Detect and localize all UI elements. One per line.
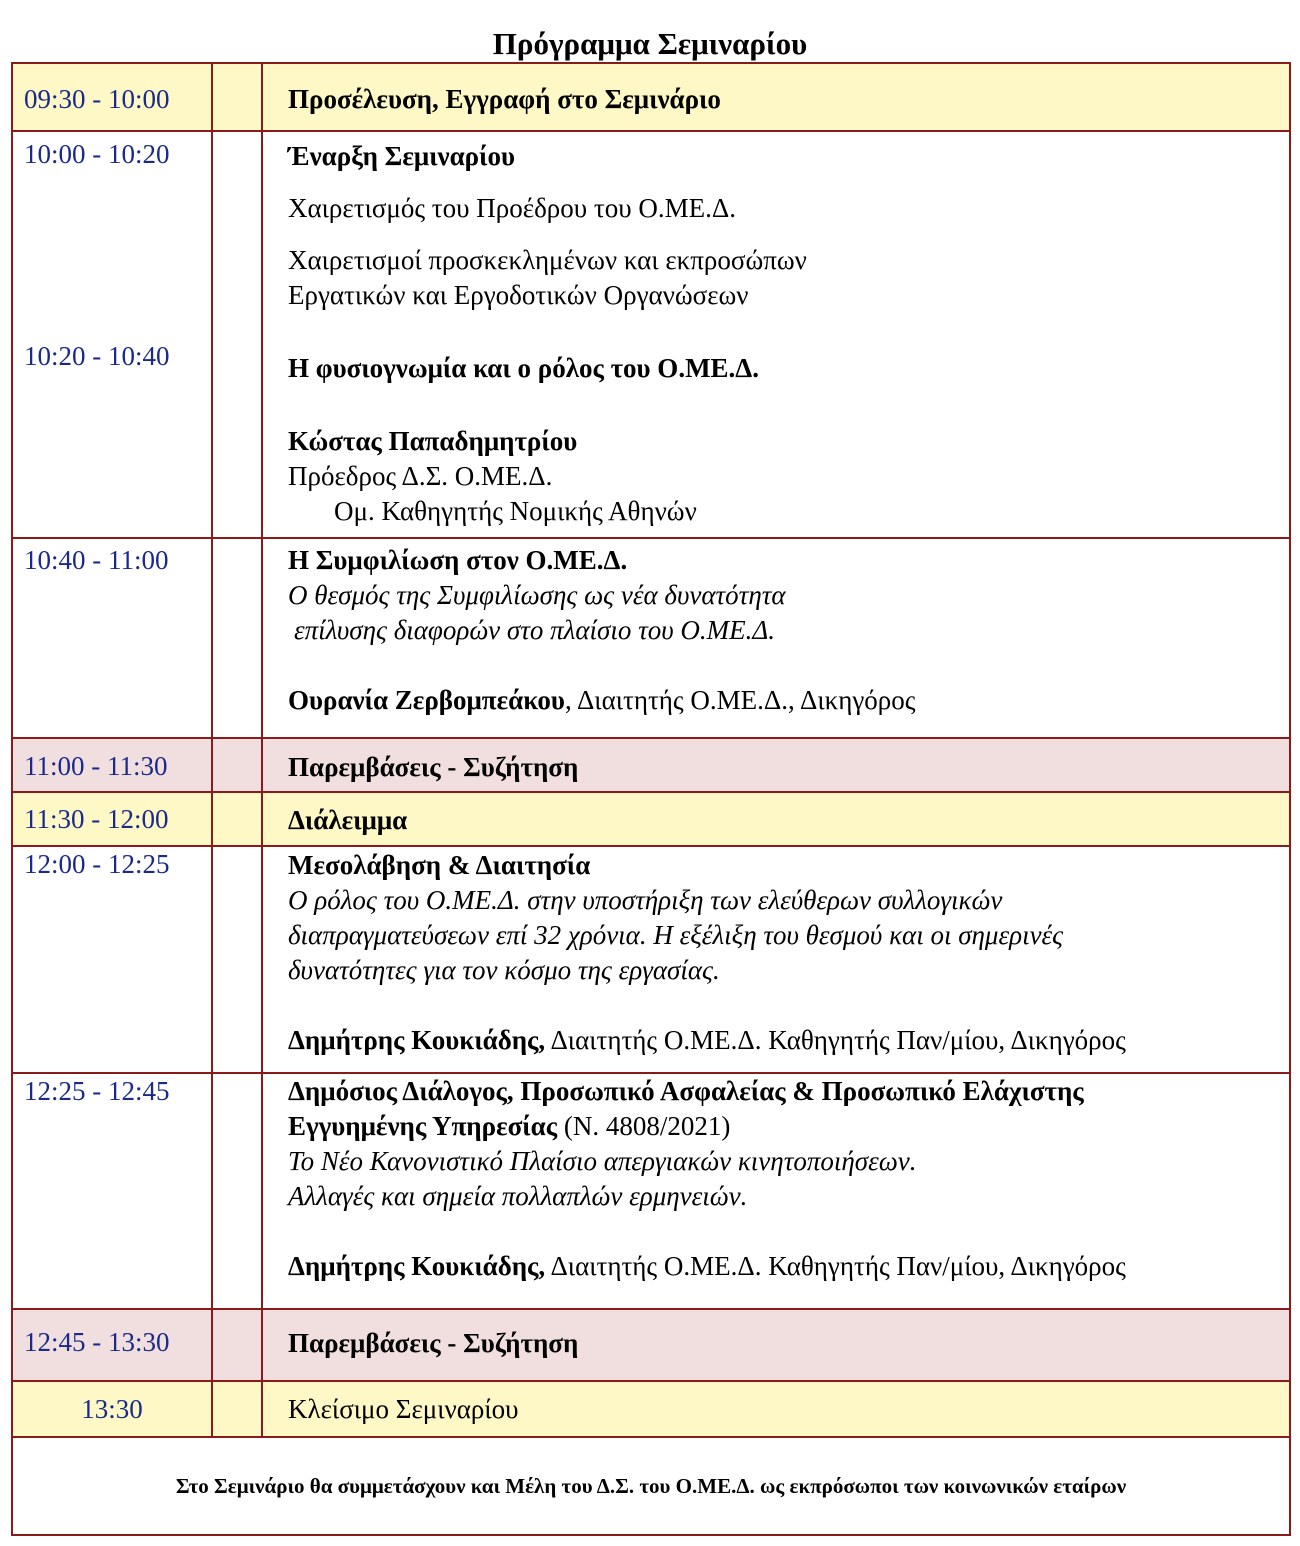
time-cell: 11:30 - 12:00	[12, 792, 212, 846]
time-cell: 12:45 - 13:30	[12, 1309, 212, 1381]
session-topic: Η φυσιογνωμία και ο ρόλος του Ο.ΜΕ.Δ.	[288, 353, 759, 383]
spacer-cell	[212, 1381, 262, 1437]
session-content	[262, 846, 1290, 1073]
speaker-role: Διαιτητής Ο.ΜΕ.Δ. Καθηγητής Παν/μίου, Δικηγόρος	[545, 1251, 1126, 1281]
table-row	[12, 1309, 1290, 1381]
speaker-line	[288, 1249, 1269, 1284]
speaker-name: Κώστας Παπαδημητρίου	[288, 426, 578, 456]
table-row	[12, 846, 1290, 1073]
table-row	[12, 1073, 1290, 1309]
session-title: Εγγυημένης Υπηρεσίας	[288, 1111, 558, 1141]
session-title: Έναρξη Σεμιναρίου	[288, 141, 516, 171]
time-label: 10:20 - 10:40	[24, 341, 170, 371]
spacer-cell	[212, 63, 262, 131]
speaker-name: Δημήτρης Κουκιάδης,	[288, 1251, 546, 1281]
table-row	[12, 1437, 1290, 1535]
session-title: Παρεμβάσεις - Συζήτηση	[262, 738, 1290, 792]
table-row	[12, 792, 1290, 846]
time-cell: 13:30	[12, 1381, 212, 1437]
session-title: Διάλειμμα	[262, 792, 1290, 846]
spacer-cell	[212, 131, 262, 538]
time-cell	[12, 131, 212, 538]
speaker-line	[288, 1023, 1269, 1058]
session-desc: Αλλαγές και σημεία πολλαπλών ερμηνειών.	[288, 1181, 748, 1211]
table-row	[12, 538, 1290, 738]
spacer-cell	[212, 846, 262, 1073]
session-title: Κλείσιμο Σεμιναρίου	[262, 1381, 1290, 1437]
spacer-cell	[212, 1073, 262, 1309]
session-desc: Ο ρόλος του Ο.ΜΕ.Δ. στην υποστήριξη των ελεύθερων συλλογικών	[288, 885, 1003, 915]
session-content	[262, 1073, 1290, 1309]
law-reference: (Ν. 4808/2021)	[557, 1111, 731, 1141]
speaker-role: Διαιτητής Ο.ΜΕ.Δ. Καθηγητής Παν/μίου, Δικηγόρος	[545, 1025, 1126, 1055]
time-cell: 12:00 - 12:25	[12, 846, 212, 1073]
session-desc: δυνατότητες για τον κόσμο της εργασίας.	[288, 955, 720, 985]
time-cell: 11:00 - 11:30	[12, 738, 212, 792]
speaker-line	[288, 683, 1269, 718]
session-content	[262, 538, 1290, 738]
program-table	[11, 62, 1291, 1536]
session-title: Μεσολάβηση & Διαιτησία	[288, 850, 591, 880]
spacer-cell	[212, 1309, 262, 1381]
speaker-role: , Διαιτητής Ο.ΜΕ.Δ., Δικηγόρος	[564, 685, 916, 715]
footnote: Στο Σεμινάριο θα συμμετάσχουν και Μέλη του Δ.Σ. του Ο.ΜΕ.Δ. ως εκπρόσωποι των κοινωνικών εταίρων	[12, 1437, 1290, 1535]
page-title: Πρόγραμμα Σεμιναρίου	[492, 26, 808, 61]
session-desc: Ο θεσμός της Συμφιλίωσης ως νέα δυνατότητα	[288, 580, 786, 610]
table-row	[12, 131, 1290, 538]
session-title: Παρεμβάσεις - Συζήτηση	[262, 1309, 1290, 1381]
session-line: Εργατικών και Εργοδοτικών Οργανώσεων	[288, 280, 749, 310]
session-title-cont	[288, 1109, 1269, 1144]
speaker-role: Πρόεδρος Δ.Σ. Ο.ΜΕ.Δ.	[288, 461, 553, 491]
session-title: Δημόσιος Διάλογος, Προσωπικό Ασφαλείας & Προσωπικό Ελάχιστης	[288, 1076, 1084, 1106]
session-desc: επίλυσης διαφορών στο πλαίσιο του Ο.ΜΕ.Δ.	[294, 615, 775, 645]
spacer-cell	[212, 738, 262, 792]
session-desc: Το Νέο Κανονιστικό Πλαίσιο απεργιακών κινητοποιήσεων.	[288, 1146, 917, 1176]
time-cell: 12:25 - 12:45	[12, 1073, 212, 1309]
session-line: Χαιρετισμοί προσκεκλημένων και εκπροσώπων	[288, 245, 807, 275]
time-cell: 10:40 - 11:00	[12, 538, 212, 738]
time-label: 10:00 - 10:20	[24, 139, 170, 169]
session-content	[262, 131, 1290, 538]
speaker-name: Ουρανία Ζερβομπεάκου	[288, 685, 565, 715]
speaker-name: Δημήτρης Κουκιάδης,	[288, 1025, 546, 1055]
table-row	[12, 63, 1290, 131]
table-row	[12, 1381, 1290, 1437]
session-title: Η Συμφιλίωση στον Ο.ΜΕ.Δ.	[288, 545, 628, 575]
spacer-cell	[212, 538, 262, 738]
session-desc: διαπραγματεύσεων επί 32 χρόνια. Η εξέλιξη του θεσμού και οι σημερινές	[288, 920, 1064, 950]
spacer-cell	[212, 792, 262, 846]
time-cell: 09:30 - 10:00	[12, 63, 212, 131]
session-title: Προσέλευση, Εγγραφή στο Σεμινάριο	[262, 63, 1290, 131]
session-line: Χαιρετισμός του Προέδρου του Ο.ΜΕ.Δ.	[288, 193, 736, 223]
speaker-role: Ομ. Καθηγητής Νομικής Αθηνών	[334, 496, 697, 526]
table-row	[12, 738, 1290, 792]
